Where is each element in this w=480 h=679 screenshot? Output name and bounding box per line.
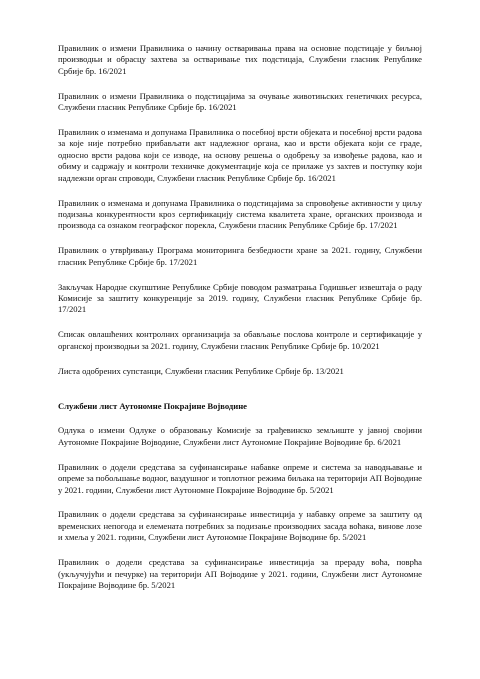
- regulation-entry: Одлука о измени Одлуке о образовању Комисије за грађевинско земљиште у јавној својини Аутономне Покрајине Војводине, Службени лист Аутономне Покрајине Војводине бр. 6/2021: [58, 425, 422, 447]
- regulation-entry: Листа одобрених супстанци, Службени гласник Републике Србије бр. 13/2021: [58, 365, 344, 376]
- regulation-entry: Правилник о измени Правилника о начину остваривања права на основне подстицаје у биљној производњи и обрасцу захтева за остваривање тих подстицаја, Службени гласник Републике Србије бр. 16/2021: [58, 43, 422, 76]
- regulation-entry: Правилник о додели средстава за суфинансирање инвестиција у набавку опреме за заштиту од временских непогода и елемената потребних за подизање производних засада воћака, винове лозе и хмеља у 2021. години, Службени лист Аутономне Покрајине Војводине бр. 5/2021: [58, 509, 422, 543]
- regulation-entry: Правилник о изменама и допунама Правилника о подстицајима за спровођење активности у циљу подизања конкурентности кроз сертификацију система квалитета хране, органских производа и производа са ознаком географског порекла, Службени гласник Републике Србије бр. 17/2021: [58, 197, 422, 231]
- section-heading: Службени лист Аутономне Покрајине Војводине: [58, 401, 247, 412]
- regulation-entry: Списак овлашћених контролних организација за обављање послова контроле и сертификације у органској производњи за 2021. годину, Службени гласник Републике Србије бр. 10/2021: [58, 329, 422, 351]
- regulation-entry: Правилник о изменама и допунама Правилника о посебној врсти објеката и посебној врсти радова за које није потребно прибављати акт надлежног органа, као и врсти објеката који се граде, односно врсти радова који се изводе, на основу решења о одобрењу за извођење радова, као и обиму и садржају и контроли техничке документације која се прилаже уз захтев и поступку који надлежни орган спроводи, Службени гласник Републике Србије бр. 16/2021: [58, 127, 422, 183]
- regulation-entry: Закључак Народне скупштине Републике Србије поводом разматрања Годишњег извештаја о раду Комисије за заштиту конкуренције за 2019. годину, Службени гласник Републике Србије бр. 17/2021: [58, 281, 422, 315]
- regulation-entry: Правилник о додели средстава за суфинансирање инвестиција за прераду воћа, поврћа (укључујући и печурке) на територији АП Војводине у 2021. години, Службени лист Аутономне Покрајине Војводине бр. 5/2021: [58, 557, 422, 590]
- regulation-entry: Правилник о додели средстава за суфинансирање набавке опреме и система за наводњавање и опреме за побољшање водног, ваздушног и топлотног режима биљака на територији АП Војводине у 2021. години, Службени лист Аутономне Покрајине Војводине бр. 5/2021: [58, 461, 422, 495]
- regulation-entry: Правилник о утврђивању Програма мониторинга безбедности хране за 2021. годину, Службени гласник Републике Србије бр. 17/2021: [58, 245, 422, 267]
- regulation-entry: Правилник о измени Правилника о подстицајима за очување животињских генетичких ресурса, Службени гласник Републике Србије бр. 16/2021: [58, 90, 422, 113]
